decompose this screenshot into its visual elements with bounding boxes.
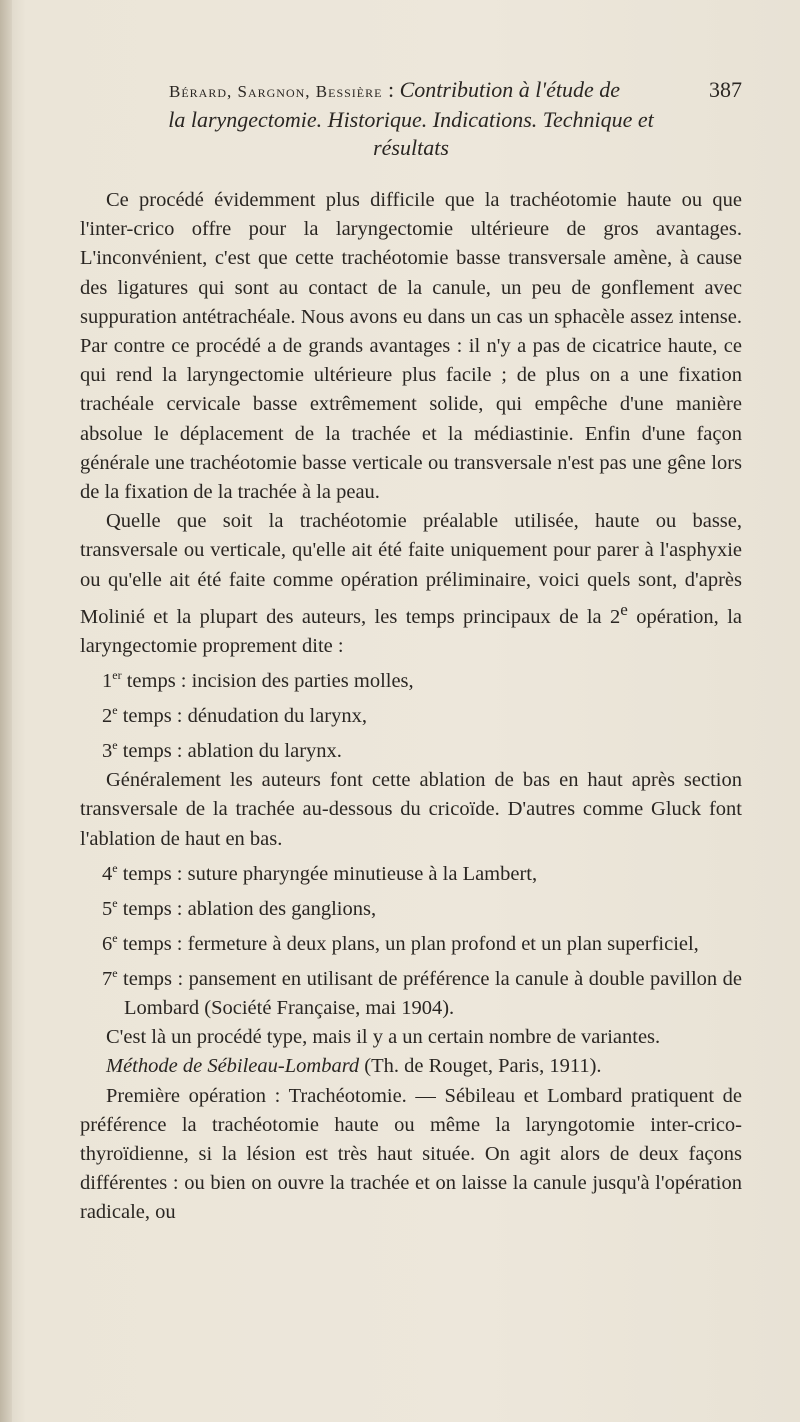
steps-list-b: [80, 854, 742, 1023]
step-item: 2e temps : dénudation du larynx,: [102, 703, 367, 727]
paragraph-1: Ce procédé évidemment plus difficile que la trachéotomie haute ou que l'inter-crico offre pour la laryngectomie ultérieure de gros avantages. L'inconvénient, c'est que cette trachéotomie basse transversale amène, à cause des ligatures qui sont au contact de la canule, un peu de gonflement avec suppuration antétrachéale. Nous avons eu dans un cas un sphacèle assez intense. Par contre ce procédé a de grands avantages : il n'y a pas de cicatrice haute, ce qui rend la laryngectomie ultérieure plus facile ; de plus on a une fixation trachéale cervicale basse extrêmement solide, qui empêche d'une manière absolue le déplacement de la trachée et la médiastinie. Enfin d'une façon générale une trachéotomie basse verticale ou transversale n'est pas une gêne lors de la fixation de la trachée à la peau.: [80, 189, 742, 504]
header-line-1: [80, 76, 742, 106]
step-item: 1er temps : incision des parties molles,: [102, 668, 414, 692]
section-heading: [80, 1052, 742, 1081]
paragraph-5: Première opération : Trachéotomie. — Sébileau et Lombard pratiquent de préférence la trachéotomie haute ou même la laryngotomie inter-crico-thyroïdienne, si la lésion est très haut située. On agit alors de deux façons différentes : ou bien on ouvre la trachée et on laisse la canule jusqu'à l'opération radicale, ou: [80, 1084, 742, 1224]
step-item: 7e temps : pansement en utilisant de préférence la canule à double pavillon de Lombard (Société Française, mai 1904).: [102, 965, 742, 1019]
running-header: [80, 76, 742, 162]
section-heading-italic: Méthode de Sébileau-Lombard: [106, 1055, 360, 1078]
paragraph-4: C'est là un procédé type, mais il y a un certain nombre de variantes.: [106, 1026, 661, 1049]
step-item: 4e temps : suture pharyngée minutieuse à la Lambert,: [102, 860, 538, 885]
step-item: 3e temps : ablation du larynx.: [102, 738, 342, 762]
header-title-line-3: résultats: [373, 135, 449, 160]
step-item: 6e temps : fermeture à deux plans, un plan profond et un plan superficiel,: [102, 930, 699, 955]
header-title-line-1: Contribution à l'étude de: [399, 77, 621, 102]
step-item: 5e temps : ablation des ganglions,: [102, 895, 377, 920]
paragraph-2: [80, 507, 742, 661]
paragraph-3: Généralement les auteurs font cette ablation de bas en haut après section transversale de la trachée au-dessous du cricoïde. D'autres comme Gluck font l'ablation de haut en bas.: [80, 769, 742, 850]
page-number: 387: [709, 77, 742, 102]
section-heading-rest: (Th. de Rouget, Paris, 1911).: [359, 1055, 602, 1078]
header-title-line-2: la laryngectomie. Historique. Indications. Technique et: [168, 107, 654, 132]
paragraph-2-part-1: Quelle que soit la trachéotomie préalable utilisée, haute ou basse, transversale ou verticale, qu'elle ait été faite uniquement pour parer à l'asphyxie ou qu'elle ait été faite comme opération préliminaire, voici quels sont, d'après Molinié et la plupart des auteurs, les temps principaux de la 2: [80, 510, 742, 628]
paragraph-2-superscript: e: [620, 599, 628, 619]
header-separator: :: [382, 77, 400, 102]
body-text: [80, 186, 742, 1228]
steps-list-a: [80, 661, 742, 766]
paragraph-2-part-2: opération, la laryngectomie proprement dite :: [80, 605, 742, 657]
header-authors: Bérard, Sargnon, Bessière: [168, 82, 383, 101]
page-spine-shadow: [0, 0, 12, 1422]
